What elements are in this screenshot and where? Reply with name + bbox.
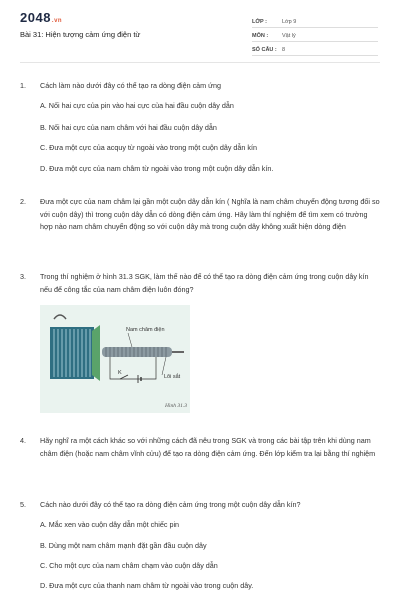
question-text: Trong thí nghiệm ở hình 31.3 SGK, làm thế nào để có thể tạo ra dòng điện cảm ứng trong cuộn dây kín nếu để công tắc của nam châm điện luôn đóng? <box>40 272 369 294</box>
label-electromagnet: Nam châm điện <box>126 327 165 333</box>
figure-caption: Hình 31.3 <box>165 403 187 409</box>
question-text: Cách nào dưới đây có thể tạo ra dòng điện cảm ứng trong một cuộn dây dẫn kín? <box>40 500 301 509</box>
question-1-option-a[interactable]: A. Nối hai cực của pin vào hai cực của hai đầu cuộn dây dẫn <box>40 101 234 110</box>
subject-label: MÔN : <box>252 33 269 39</box>
question-number: 4. <box>20 436 26 445</box>
electromagnet-diagram <box>40 305 190 413</box>
header-divider <box>20 62 380 63</box>
question-1-option-c[interactable]: C. Đưa một cực của acquy từ ngoài vào trong một cuộn dây dẫn kín <box>40 143 257 152</box>
question-3 <box>20 271 380 296</box>
question-2 <box>20 196 380 234</box>
grade-label: LỚP : <box>252 19 267 25</box>
question-5 <box>20 499 380 511</box>
question-1-option-d[interactable]: D. Đưa một cực của nam châm từ ngoài vào trong một cuộn dây dẫn kín. <box>40 164 274 173</box>
coil-block <box>50 327 94 379</box>
question-text: Cách làm nào dưới đây có thể tạo ra dòng điện cảm ứng <box>40 81 221 90</box>
question-number: 1. <box>20 81 26 90</box>
question-5-option-b[interactable]: B. Dùng một nam châm mạnh đặt gần đầu cuộn dây <box>40 541 207 550</box>
question-count-value: 8 <box>282 47 286 53</box>
figure-31-3 <box>40 305 190 413</box>
grade-value: Lớp 9 <box>282 19 297 25</box>
question-1-option-b[interactable]: B. Nối hai cực của nam châm với hai đầu cuộn dây dẫn <box>40 123 217 132</box>
label-switch-k: K <box>118 370 122 376</box>
worksheet-header <box>0 0 400 60</box>
electromagnet-coil <box>102 347 172 357</box>
question-number: 3. <box>20 272 26 281</box>
site-logo[interactable] <box>20 10 62 25</box>
coil-flange <box>92 325 100 381</box>
question-number: 5. <box>20 500 26 509</box>
question-4 <box>20 434 380 460</box>
lesson-title: Bài 31: Hiện tượng cảm ứng điện từ <box>20 30 141 39</box>
question-5-option-c[interactable]: C. Cho một cực của nam châm chạm vào cuộn dây dẫn <box>40 561 218 570</box>
logo-text: 2048 <box>20 10 51 25</box>
label-iron-core: Lõi sắt <box>164 374 181 380</box>
question-text: Hãy nghĩ ra một cách khác so với những cách đã nêu trong SGK và trong các bài tập trên khi dùng nam châm điện (hoặc nam châm vĩnh cửu) để tạo ra dòng điện cảm ứng. Đến lớp kiểm tra lại bằng thí nghiệm <box>40 436 376 458</box>
question-5-option-d[interactable]: D. Đưa một cực của thanh nam châm từ ngoài vào trong cuộn dây. <box>40 581 254 590</box>
subject-underline <box>252 41 378 42</box>
circuit-wire <box>110 357 156 379</box>
grade-underline <box>252 27 378 28</box>
question-text: Đưa một cực của nam châm lại gần một cuộn dây dẫn kín ( Nghĩa là nam châm chuyển động tương đối so với cuộn dây) thì trong cuộn dây dẫn có dòng điện cảm ứng. Hãy làm thí nghiệm để tìm xem có trường hợp nào nam châm chuyển động so với cuộn dây mà trong cuộn dây không xuất hiện dòng điện <box>40 197 380 231</box>
question-1 <box>20 80 380 92</box>
subject-value: Vật lý <box>282 33 296 39</box>
question-5-option-a[interactable]: A. Mắc xen vào cuộn dây dẫn một chiếc pin <box>40 520 180 529</box>
question-count-label: SỐ CÂU : <box>252 47 277 53</box>
logo-suffix: .vn <box>51 18 63 24</box>
question-number: 2. <box>20 197 26 206</box>
magnet-icon <box>54 315 66 319</box>
count-underline <box>252 55 378 56</box>
